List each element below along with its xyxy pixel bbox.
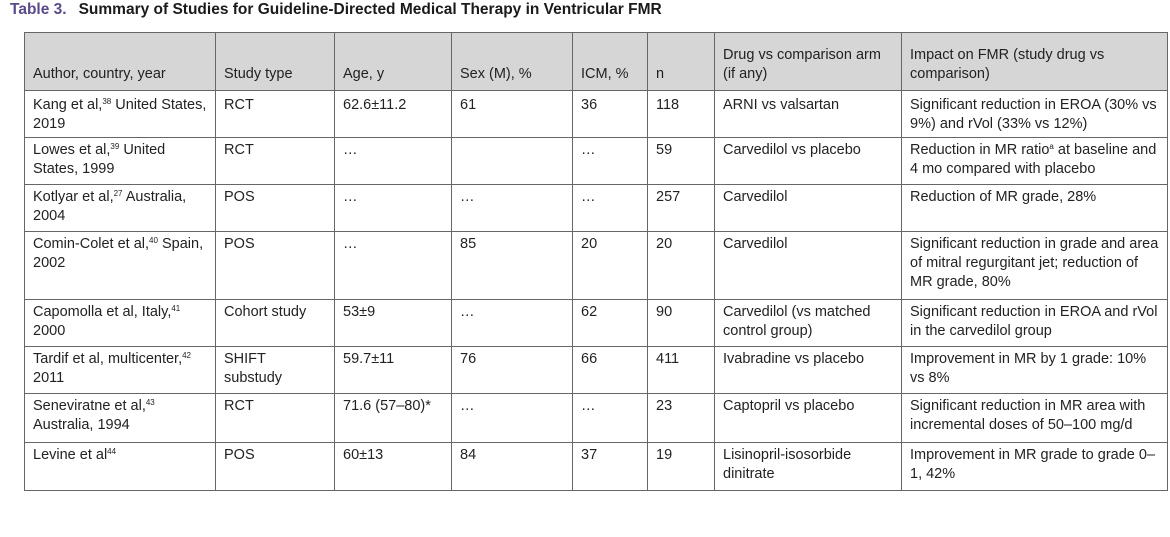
col-header-drug: Drug vs comparison arm (if any) <box>715 33 902 91</box>
col-header-sex: Sex (M), % <box>452 33 573 91</box>
drug-cell: Ivabradine vs placebo <box>715 347 902 394</box>
author-cell <box>25 347 216 394</box>
author-cell <box>25 138 216 185</box>
author-cell-text-cont: 2011 <box>33 370 65 386</box>
impact-cell-text: Improvement in MR by 1 grade: 10% vs 8% <box>910 351 1147 386</box>
author-cell-text-cont: Australia, 1994 <box>33 417 130 433</box>
impact-cell <box>902 300 1168 347</box>
author-cell-text: Kotlyar et al, <box>33 189 114 205</box>
age-cell: … <box>335 185 452 232</box>
impact-cell-text: Reduction in MR ratio <box>910 142 1050 158</box>
table-row <box>25 443 1168 491</box>
author-cell-ref: 38 <box>102 97 112 106</box>
study-type-cell: POS <box>216 232 335 300</box>
n-cell: 19 <box>648 443 715 491</box>
impact-cell <box>902 232 1168 300</box>
table-label: Table 3. <box>10 1 67 18</box>
age-cell: 53±9 <box>335 300 452 347</box>
icm-cell: 37 <box>573 443 648 491</box>
sex-cell <box>452 138 573 185</box>
sex-cell: 84 <box>452 443 573 491</box>
impact-cell <box>902 138 1168 185</box>
age-cell: 59.7±11 <box>335 347 452 394</box>
studies-table <box>24 32 1168 491</box>
author-cell-text-cont: Australia, 2004 <box>33 189 187 224</box>
impact-cell-text: Reduction of MR grade, 28% <box>910 189 1097 205</box>
col-header-author: Author, country, year <box>25 33 216 91</box>
author-cell-text-cont: Spain, 2002 <box>33 236 204 271</box>
n-cell: 90 <box>648 300 715 347</box>
col-header-age: Age, y <box>335 33 452 91</box>
sex-cell: … <box>452 394 573 443</box>
icm-cell: 36 <box>573 91 648 138</box>
n-cell: 23 <box>648 394 715 443</box>
author-cell-text-cont: 2000 <box>33 323 66 339</box>
author-cell-ref: 44 <box>107 447 117 456</box>
impact-cell-text: Improvement in MR grade to grade 0–1, 42% <box>910 447 1156 482</box>
n-cell: 257 <box>648 185 715 232</box>
author-cell-text: Tardif et al, multicenter, <box>33 351 183 367</box>
author-cell-text-cont: United States, 1999 <box>33 142 166 177</box>
table-row <box>25 347 1168 394</box>
study-type-cell: Cohort study <box>216 300 335 347</box>
table-row <box>25 232 1168 300</box>
impact-cell-ref: a <box>1049 142 1054 151</box>
n-cell: 118 <box>648 91 715 138</box>
drug-cell: Carvedilol (vs matched control group) <box>715 300 902 347</box>
impact-cell <box>902 185 1168 232</box>
table-row <box>25 138 1168 185</box>
sex-cell: … <box>452 185 573 232</box>
age-cell: 60±13 <box>335 443 452 491</box>
table-row <box>25 394 1168 443</box>
age-cell: … <box>335 138 452 185</box>
author-cell-ref: 27 <box>113 189 123 198</box>
author-cell-text: Kang et al, <box>33 97 103 113</box>
study-type-cell: POS <box>216 443 335 491</box>
sex-cell: 76 <box>452 347 573 394</box>
author-cell-text: Lowes et al, <box>33 142 111 158</box>
icm-cell: 20 <box>573 232 648 300</box>
icm-cell: … <box>573 138 648 185</box>
drug-cell: Lisinopril-isosorbide dinitrate <box>715 443 902 491</box>
author-cell-text: Comin-Colet et al, <box>33 236 150 252</box>
author-cell-ref: 39 <box>110 142 120 151</box>
impact-cell-text: Significant reduction in grade and area of mitral regurgitant jet; reduction of MR grade, 80% <box>910 236 1159 290</box>
col-header-study-type: Study type <box>216 33 335 91</box>
impact-cell-text-cont: at baseline and 4 mo compared with placebo <box>910 142 1157 177</box>
col-header-icm: ICM, % <box>573 33 648 91</box>
sex-cell: … <box>452 300 573 347</box>
author-cell-text: Capomolla et al, Italy, <box>33 304 172 320</box>
author-cell-ref: 42 <box>182 351 191 360</box>
icm-cell: 62 <box>573 300 648 347</box>
author-cell <box>25 300 216 347</box>
impact-cell-text: Significant reduction in EROA (30% vs 9%) and rVol (33% vs 12%) <box>910 97 1157 132</box>
study-type-cell: SHIFT substudy <box>216 347 335 394</box>
sex-cell: 85 <box>452 232 573 300</box>
author-cell-ref: 41 <box>171 304 181 313</box>
impact-cell <box>902 443 1168 491</box>
author-cell <box>25 185 216 232</box>
author-cell <box>25 91 216 138</box>
n-cell: 20 <box>648 232 715 300</box>
table-title: Summary of Studies for Guideline-Directed Medical Therapy in Ventricular FMR <box>78 1 662 18</box>
drug-cell: Carvedilol <box>715 185 902 232</box>
icm-cell: … <box>573 185 648 232</box>
impact-cell-text: Significant reduction in EROA and rVol in the carvedilol group <box>910 304 1158 339</box>
author-cell <box>25 394 216 443</box>
impact-cell-text: Significant reduction in MR area with incremental doses of 50–100 mg/d <box>910 398 1146 433</box>
study-type-cell: POS <box>216 185 335 232</box>
n-cell: 59 <box>648 138 715 185</box>
col-header-impact: Impact on FMR (study drug vs comparison) <box>902 33 1168 91</box>
table-caption <box>10 1 662 19</box>
icm-cell: 66 <box>573 347 648 394</box>
study-type-cell: RCT <box>216 91 335 138</box>
table-row <box>25 91 1168 138</box>
col-header-n: n <box>648 33 715 91</box>
drug-cell: Captopril vs placebo <box>715 394 902 443</box>
table-row <box>25 300 1168 347</box>
author-cell-text-cont: United States, 2019 <box>33 97 207 132</box>
impact-cell <box>902 347 1168 394</box>
author-cell <box>25 232 216 300</box>
author-cell <box>25 443 216 491</box>
drug-cell: Carvedilol <box>715 232 902 300</box>
study-type-cell: RCT <box>216 394 335 443</box>
drug-cell: ARNI vs valsartan <box>715 91 902 138</box>
study-type-cell: RCT <box>216 138 335 185</box>
author-cell-ref: 40 <box>149 236 158 245</box>
author-cell-ref: 43 <box>145 398 155 407</box>
impact-cell <box>902 394 1168 443</box>
author-cell-text: Seneviratne et al, <box>33 398 146 414</box>
n-cell: 411 <box>648 347 715 394</box>
age-cell: … <box>335 232 452 300</box>
author-cell-text: Levine et al <box>33 447 108 463</box>
icm-cell: … <box>573 394 648 443</box>
age-cell: 62.6±11.2 <box>335 91 452 138</box>
header-row <box>25 33 1168 91</box>
impact-cell <box>902 91 1168 138</box>
sex-cell: 61 <box>452 91 573 138</box>
table-row <box>25 185 1168 232</box>
drug-cell: Carvedilol vs placebo <box>715 138 902 185</box>
age-cell: 71.6 (57–80)* <box>335 394 452 443</box>
